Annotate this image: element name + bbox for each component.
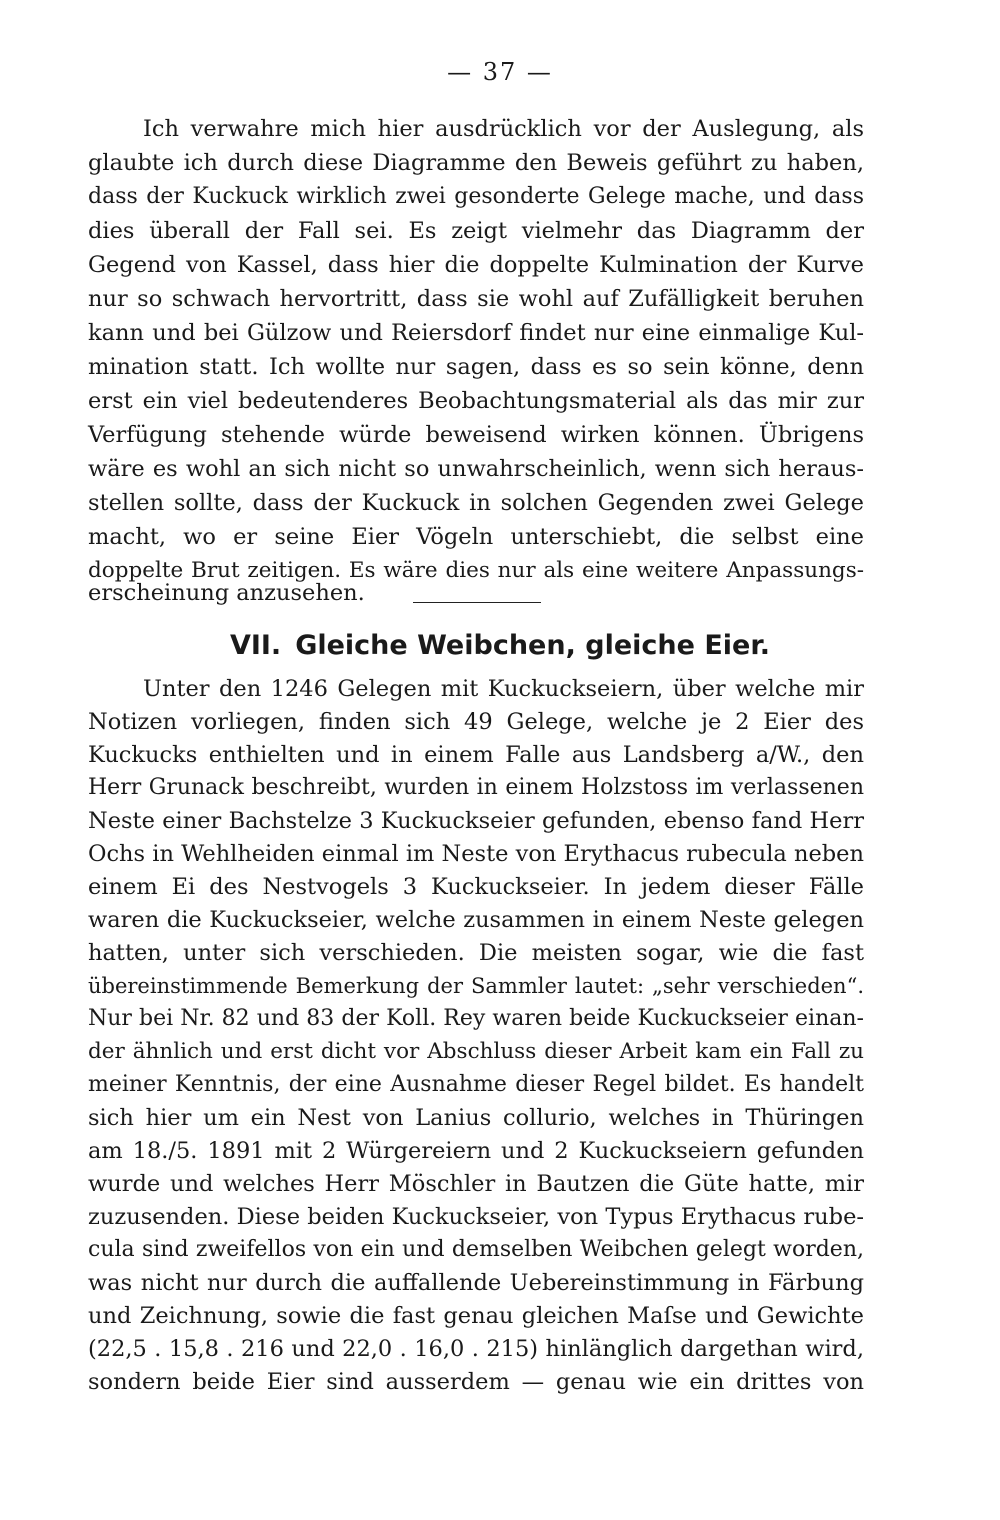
text-line: Kuckucks enthielten und in einem Falle aus Landsberg a/W., den [88,742,864,768]
text-line: der ähnlich und erst dicht vor Abschluss dieser Arbeit kam ein Fall zu [88,1039,864,1064]
text-line: einem Ei des Nestvogels 3 Kuckuckseier. In jedem dieser Fälle [88,874,864,900]
section-number: VII. [229,630,282,661]
text-line: Unter den 1246 Gelegen mit Kuckuckseiern, über welche mir [143,676,864,702]
text-line: Neste einer Bachstelze 3 Kuckuckseier gefunden, ebenso fand Herr [88,808,864,834]
text-line: mination statt. Ich wollte nur sagen, dass es so sein könne, denn [88,354,864,380]
text-line: nur so schwach hervortritt, dass sie wohl auf Zufälligkeit beruhen [88,286,864,312]
text-line: erscheinung anzusehen. [88,580,365,606]
text-line: übereinstimmende Bemerkung der Sammler lautet: „sehr verschieden“. [88,974,864,998]
text-line: kann und bei Gülzow und Reiersdorf findet nur eine einmalige Kul- [88,320,864,346]
text-line: Nur bei Nr. 82 und 83 der Koll. Rey waren beide Kuckuckseier einan- [88,1006,864,1031]
text-line: Notizen vorliegen, finden sich 49 Gelege, welche je 2 Eier des [88,709,864,735]
text-line: erst ein viel bedeutenderes Beobachtungsmaterial als das mir zur [88,388,864,414]
text-line: macht, wo er seine Eier Vögeln unterschiebt, die selbst eine [88,524,864,550]
text-line: meiner Kenntnis, der eine Ausnahme dieser Regel bildet. Es handelt [88,1072,864,1097]
text-line: hatten, unter sich verschieden. Die meisten sogar, wie die fast [88,940,864,966]
page-number: — 37 — [447,58,553,86]
text-line: was nicht nur durch die auffallende Uebereinstimmung in Färbung [88,1270,864,1296]
text-line: waren die Kuckuckseier, welche zusammen in einem Neste gelegen [88,907,864,933]
text-line: und Zeichnung, sowie die fast genau gleichen Maſse und Gewichte [88,1303,864,1329]
text-line: (22,5 . 15,8 . 216 und 22,0 . 16,0 . 215) hinlänglich dargethan wird, [88,1336,864,1362]
text-line: Ich verwahre mich hier ausdrücklich vor der Auslegung, als [143,116,864,142]
text-line: wäre es wohl an sich nicht so unwahrscheinlich, wenn sich heraus- [88,456,864,482]
text-line: dies überall der Fall sei. Es zeigt vielmehr das Diagramm der [88,218,864,244]
text-line: wurde und welches Herr Möschler in Bautzen die Güte hatte, mir [88,1171,864,1197]
text-line: zuzusenden. Diese beiden Kuckuckseier, von Typus Erythacus rube- [88,1204,864,1230]
text-line: Ochs in Wehlheiden einmal im Neste von Erythacus rubecula neben [88,841,864,867]
text-line: glaubte ich durch diese Diagramme den Beweis geführt zu haben, [88,150,864,176]
text-line: doppelte Brut zeitigen. Es wäre dies nur als eine weitere Anpassungs- [88,558,864,583]
section-divider [413,602,541,603]
text-line: stellen sollte, dass der Kuckuck in solchen Gegenden zwei Gelege [88,490,864,516]
text-line: sich hier um ein Nest von Lanius collurio, welches in Thüringen [88,1105,864,1131]
text-line: Herr Grunack beschreibt, wurden in einem Holzstoss im verlassenen [88,775,864,800]
text-line: dass der Kuckuck wirklich zwei gesonderte Gelege mache, und dass [88,184,864,209]
text-line: sondern beide Eier sind ausserdem — genau wie ein drittes von [88,1369,864,1395]
text-line: cula sind zweifellos von ein und demselben Weibchen gelegt worden, [88,1237,864,1262]
section-heading [0,626,1000,666]
text-line: Verfügung stehende würde beweisend wirken können. Übrigens [88,422,864,448]
text-line: Gegend von Kassel, dass hier die doppelte Kulmination der Kurve [88,252,864,278]
text-line: am 18./5. 1891 mit 2 Würgereiern und 2 Kuckuckseiern gefunden [88,1138,864,1164]
section-title: Gleiche Weibchen, gleiche Eier. [295,630,771,661]
